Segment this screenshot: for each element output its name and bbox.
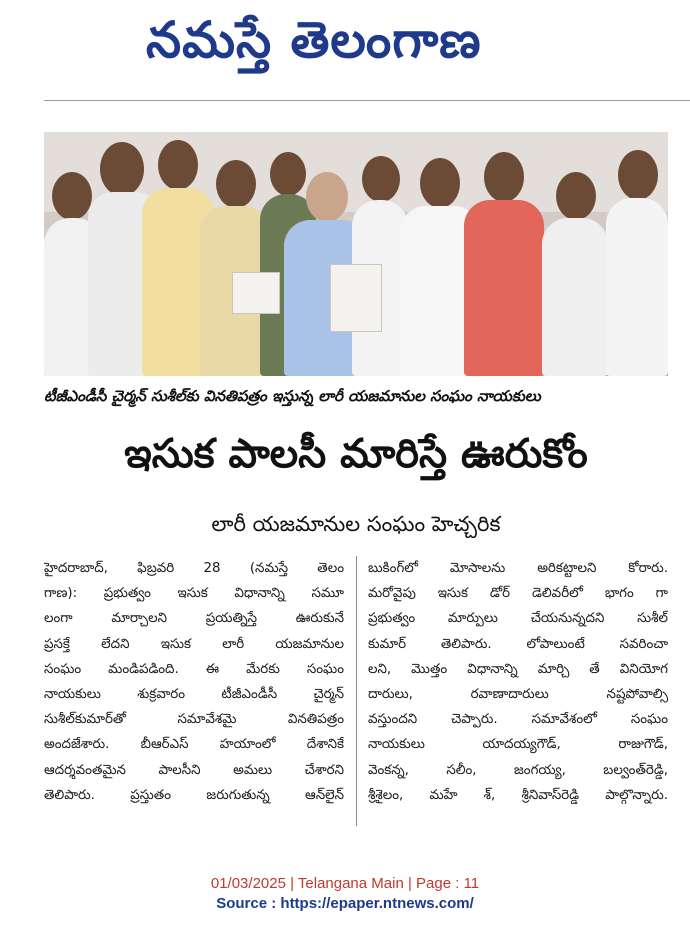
memorandum-paper <box>232 272 280 314</box>
edition-info: 01/03/2025 | Telangana Main | Page : 11 <box>210 875 480 892</box>
article-line: ఆదర్శవంతమైన పాలసీని అమలు చేశారని <box>44 762 344 778</box>
article-line: ప్రభుత్వం మార్పులు చేయనున్నదని సుశీల్ <box>368 611 668 627</box>
article-line: నాయకులు యాదయ్యగౌడ్, రాజుగౌడ్, <box>368 737 668 753</box>
masthead-divider <box>44 100 690 101</box>
article-column-1 <box>44 556 344 840</box>
article-line: హైదరాబాద్, ఫిబ్రవరి 28 (నమస్తే తెలం <box>44 561 344 576</box>
photo-person <box>460 152 546 376</box>
article-line: వెంకన్న, సలీం, జంగయ్య, బల్వంత్‌రెడ్డి, <box>368 762 668 778</box>
page-footer <box>0 874 690 918</box>
photo-person <box>540 172 610 376</box>
article-line: లంగా మార్చాలని ప్రయత్నిస్తే ఊరుకునే <box>44 611 344 627</box>
article-line: నాయకులు శుక్రవారం టీజీఎండీసీ చైర్మన్ <box>44 686 344 702</box>
photo-person <box>604 150 668 376</box>
article-line: అందజేశారు. బీఆర్‌ఎస్ హయాంలో దేశానికే <box>44 737 344 753</box>
article-line: తెలిపారు. ప్రస్తుతం జరుగుతున్న ఆన్‌లైన్ <box>44 787 344 803</box>
masthead <box>0 0 690 100</box>
source-link[interactable]: Source : https://epaper.ntnews.com/ <box>216 895 474 912</box>
article-line: బుకింగ్‌లో మోసాలను అరికట్టాలని కోరారు. <box>368 561 668 576</box>
article-line: శ్రీశైలం, మహే శ్, శ్రీనివాస్‌రెడ్డి పాల్గొన్నారు. <box>368 787 668 803</box>
article-column-2 <box>368 556 668 840</box>
headline: ఇసుక పాలసీ మారిస్తే ఊరుకోం <box>124 431 588 477</box>
article-line: ప్రసక్తే లేదని ఇసుక లారీ యజమానుల <box>44 636 344 652</box>
article-line: వస్తుందని చెప్పారు. సమావేశంలో సంఘం <box>368 712 668 728</box>
photo-caption: టీజీఎండీసీ చైర్మన్ సుశీల్‌కు వినతిపత్రం ఇస్తున్న లారీ యజమానుల సంఘం నాయకులు <box>44 387 541 405</box>
article-body <box>44 556 668 840</box>
subheadline: లారీ యజమానుల సంఘం హెచ్చరిక <box>211 512 501 536</box>
column-divider <box>356 556 357 826</box>
article-line: గాణ): ప్రభుత్వం ఇసుక విధానాన్ని సమూ <box>44 586 344 602</box>
article-line: కుమార్ తెలిపారు. లోపాలుంటే సవరించా <box>368 636 668 652</box>
article-line: సంఘం మండిపడింది. ఈ మేరకు సంఘం <box>44 661 344 677</box>
article-line: సుశీల్‌కుమార్‌తో సమావేశమై వినతిపత్రం <box>44 712 344 728</box>
newspaper-logo: నమస్తే తెలంగాణ <box>146 10 482 69</box>
article-line: మరోవైపు ఇసుక డోర్ డెలివరీలో భాగం గా <box>368 586 668 602</box>
article-line: లని, మొత్తం విధానాన్ని మార్చి తే వినియోగ <box>368 661 668 677</box>
memorandum-paper <box>330 264 382 332</box>
news-photo <box>44 132 668 376</box>
article-line: దారులు, రవాణాదారులు నష్టపోవాల్సి <box>368 686 668 702</box>
